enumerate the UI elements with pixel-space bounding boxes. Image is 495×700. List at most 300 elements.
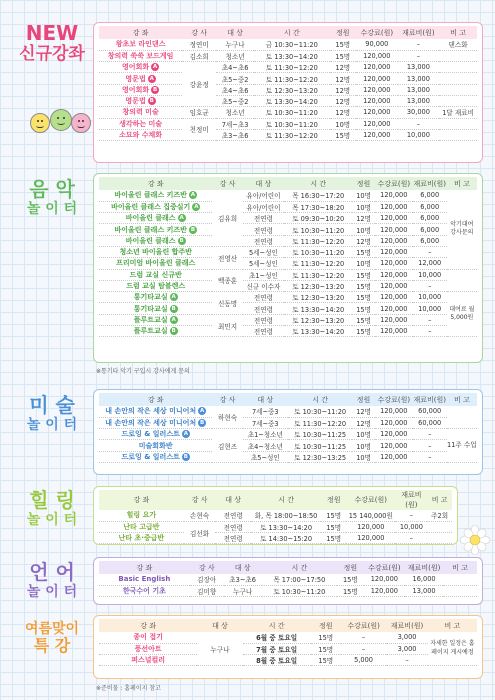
material: 10,000 (398, 129, 440, 140)
capacity: 15명 (321, 533, 346, 544)
table-row (99, 269, 477, 280)
table-row (99, 429, 477, 440)
course-name: 한국수어 기초 (99, 585, 190, 596)
header-cell: 대 상 (255, 179, 272, 188)
section-title-music: 음 악 (29, 177, 75, 201)
section-subtitle-new: 신규강좌 (19, 44, 85, 64)
course-name: 난타 초·중급반 (99, 533, 184, 544)
target: 7세~중3 (243, 417, 288, 428)
target: 청소년 (216, 107, 254, 118)
material: 16,000 (405, 574, 443, 585)
material: – (398, 39, 440, 50)
fee: 120,000 (356, 84, 398, 95)
table-header-row (99, 393, 477, 406)
course-name-text: 바이올린 클래스 집중실기 (111, 202, 191, 211)
teacher: 임호균 (182, 107, 216, 118)
table-row (99, 314, 477, 325)
section-title-healing: 힐 링 (29, 488, 75, 512)
table-row (99, 451, 477, 462)
time: 화, 목 18:00~18:50 (251, 510, 322, 521)
section-label-healing (14, 489, 90, 528)
header-cell: 강 좌 (136, 563, 153, 572)
target: 초4~초6 (216, 84, 254, 95)
target: 전연령 (243, 224, 285, 235)
table-row (99, 574, 477, 585)
header-cell: 수강료(원) (377, 179, 411, 188)
course-name-text: 영어회화 (122, 85, 150, 94)
time: 토 10:30~11:20 (262, 585, 338, 596)
time: 8월 중 토요일 (243, 655, 311, 666)
note (439, 95, 477, 106)
target: 전연령 (215, 521, 250, 532)
note: 1달 재료비 (439, 107, 477, 118)
target: 전연령 (243, 292, 285, 303)
fee: 120,000 (356, 73, 398, 84)
capacity: 15명 (352, 269, 375, 280)
section-subtitle-summer: 특 강 (33, 636, 71, 656)
section-title-summer: 여름맞이 (24, 621, 80, 637)
fee: 120,000 (356, 62, 398, 73)
table-art (93, 389, 483, 475)
note (447, 406, 477, 429)
capacity: 10명 (352, 190, 375, 201)
badge-b: B (171, 305, 176, 312)
course-name (99, 280, 212, 291)
header-cell: 재료비(원) (401, 491, 422, 509)
note-merged: 11주 수업 (447, 429, 477, 463)
target: 초3~초6 (216, 129, 254, 140)
time: 토 10:30~11:25 (288, 440, 352, 451)
time: 토 13:30~14:20 (254, 50, 330, 61)
course-name (99, 235, 212, 246)
section-label-summer (14, 621, 90, 655)
material: – (413, 440, 447, 451)
target: 7세~초3 (216, 118, 254, 129)
course-name-text: 드럼 교실 신규반 (129, 270, 182, 279)
course-name (99, 201, 212, 212)
material: 10,000 (395, 521, 427, 532)
teacher: 김소희 (182, 50, 216, 61)
material: – (413, 314, 447, 325)
time: 토 10:30~11:20 (284, 246, 352, 257)
course-name-text: 드로잉 & 일러스트 (121, 452, 180, 461)
note (439, 62, 477, 73)
badge-a: A (183, 431, 188, 438)
course-name: 힐링 요가 (99, 510, 184, 521)
header-cell: 대 상 (227, 28, 243, 37)
table-row (99, 632, 477, 643)
time: 토 10:30~11:25 (288, 429, 352, 440)
music-footnote: ※통기타 악기 구입시 강사에게 문의 (96, 368, 190, 375)
capacity: 10명 (352, 451, 375, 462)
badge-a: A (171, 294, 176, 301)
fee: 120,000 (375, 417, 413, 428)
material: 6,000 (413, 190, 447, 201)
fee: 120,000 (375, 213, 413, 224)
capacity: 15명 (330, 39, 356, 50)
target: 누구나 (224, 585, 262, 596)
capacity: 10명 (352, 440, 375, 451)
note (427, 533, 452, 544)
capacity: 15명 (311, 643, 341, 654)
course-name: 왕초보 라인댄스 (99, 39, 182, 50)
course-name (99, 213, 212, 224)
capacity: 15명 (352, 292, 375, 303)
time: 7월 중 토요일 (243, 643, 311, 654)
course-name: Basic English (99, 574, 190, 585)
table-row (99, 406, 477, 417)
time: 목 16:30~17:20 (284, 190, 352, 201)
course-name-text: 바이올린 클래스 (125, 214, 176, 223)
header-cell: 강 좌 (132, 28, 149, 37)
course-name-text: 플루트교실 (133, 315, 168, 324)
note (439, 84, 477, 95)
course-name-text: 통기타교실 (133, 304, 168, 313)
section-label-language (14, 561, 90, 600)
course-name-text: 내 손안의 작은 세상 미니어처 (105, 418, 197, 427)
material: 6,000 (413, 201, 447, 212)
table-row (99, 107, 477, 118)
table-header-row (99, 490, 452, 510)
fee: – (341, 632, 386, 643)
header-cell: 재료비(원) (390, 621, 424, 630)
course-name (99, 190, 212, 201)
fee: 120,000 (375, 440, 413, 451)
table-header-row (99, 26, 477, 39)
target: 누구나 (216, 39, 254, 50)
header-cell: 시 간 (310, 179, 327, 188)
header-cell: 강 사 (191, 28, 208, 37)
header-cell: 시 간 (291, 563, 308, 572)
smiley-icon-green (50, 109, 72, 131)
header-cell: 대 상 (225, 496, 241, 504)
table-header-row (99, 561, 477, 574)
table-row (99, 440, 477, 451)
header-cell: 강 좌 (133, 496, 150, 504)
teacher-merged: 김현즈 (212, 429, 242, 463)
course-name (99, 429, 212, 440)
table-row (99, 213, 477, 224)
target: 전연령 (243, 235, 285, 246)
time: 토 12:30~13:20 (284, 280, 352, 291)
table-row (99, 533, 452, 544)
badge-b: B (149, 98, 154, 105)
note-merged: 대여료 월 5,000원 (447, 292, 477, 337)
target: 초3~초6 (224, 574, 262, 585)
table-row (99, 224, 477, 235)
capacity: 10명 (330, 118, 356, 129)
section-subtitle-healing: 놀 이 터 (26, 512, 78, 528)
header-cell: 수강료(원) (354, 496, 388, 504)
capacity: 15명 (337, 585, 363, 596)
badge-a: A (152, 64, 158, 71)
capacity: 15명 (352, 326, 375, 337)
header-cell: 재료비(원) (413, 395, 446, 404)
fee: 120,000 (356, 50, 398, 61)
table-healing (93, 486, 458, 545)
capacity: 12명 (352, 417, 375, 428)
fee: 120,000 (375, 314, 413, 325)
header-cell: 대 상 (212, 621, 228, 630)
capacity: 12명 (352, 213, 375, 224)
course-name-text: 내 손안의 작은 세상 미니어처 (105, 407, 197, 416)
fee: 120,000 (356, 107, 398, 118)
course-name (99, 62, 182, 73)
badge-b: B (190, 226, 196, 233)
target: 전연령 (243, 326, 285, 337)
header-cell: 비 고 (444, 621, 461, 630)
material: 13,000 (398, 95, 440, 106)
note (439, 118, 477, 129)
section-subtitle-music: 놀 이 터 (26, 201, 78, 217)
table-row (99, 510, 452, 521)
course-name (99, 84, 182, 95)
target: 유아/어린이 (243, 201, 285, 212)
material: – (395, 533, 427, 544)
capacity: 15명 (352, 314, 375, 325)
course-name-text: 통기타교실 (133, 293, 168, 302)
teacher: 김장아 (190, 574, 224, 585)
target: 초5~중2 (216, 73, 254, 84)
note (443, 585, 477, 596)
target: 전연령 (215, 510, 250, 521)
course-name-text: 바이올린 클래스 키즈반 (114, 191, 187, 200)
material: – (386, 655, 428, 666)
section-subtitle-art: 놀 이 터 (26, 417, 78, 433)
badge-a: A (194, 203, 199, 210)
target: 5세~성인 (243, 258, 285, 269)
table-new (93, 22, 483, 163)
badge-a: A (179, 215, 184, 222)
header-cell: 재료비(원) (407, 563, 441, 572)
table-row (99, 129, 477, 140)
course-name: 풍선아트 (99, 643, 197, 654)
table-row (99, 84, 477, 95)
time: 토 11:30~12:20 (254, 129, 330, 140)
course-name-text: 바이올린 클래스 키즈반 (114, 225, 187, 234)
course-name (99, 440, 212, 451)
material: 13,000 (398, 73, 440, 84)
note (439, 129, 477, 140)
course-name (99, 326, 212, 337)
fee: 120,000 (375, 246, 413, 257)
capacity: 15명 (321, 521, 346, 532)
material: 30,000 (398, 107, 440, 118)
material: 13,000 (398, 62, 440, 73)
material: 3,000 (386, 643, 428, 654)
material: – (413, 451, 447, 462)
header-cell: 강 사 (219, 395, 236, 404)
material: 13,000 (405, 585, 443, 596)
target: 전연령 (243, 314, 285, 325)
fee: 120,000 (375, 235, 413, 246)
header-cell: 대 상 (257, 395, 274, 404)
capacity: 15명 (352, 280, 375, 291)
fee: 120,000 (346, 521, 395, 532)
fee: 90,000 (356, 39, 398, 50)
capacity: 10명 (352, 224, 375, 235)
course-name (99, 314, 212, 325)
summer-footnote: ※준비물 : 홈페이지 참고 (96, 685, 161, 692)
capacity: 15명 (321, 510, 346, 521)
time: 목 17:00~17:50 (262, 574, 338, 585)
course-name-text: 미술회화반 (138, 441, 173, 450)
fee: 120,000 (375, 451, 413, 462)
badge-a: A (200, 408, 205, 415)
course-name: 창의력 미술 (99, 107, 182, 118)
fee: 120,000 (375, 406, 413, 417)
badge-b: B (179, 237, 184, 244)
header-cell: 비 고 (453, 179, 470, 188)
fee: 120,000 (375, 258, 413, 269)
time: 토 12:30~13:20 (284, 314, 352, 325)
section-title-language: 언 어 (29, 560, 75, 584)
course-name-text: 드럼 교실 탐블렌스 (126, 282, 186, 291)
note-merged (447, 269, 477, 292)
capacity: 15명 (311, 632, 341, 643)
course-name (99, 258, 212, 269)
fee: 120,000 (375, 303, 413, 314)
course-name: 창의력 쑥쑥 보드게임 (99, 50, 182, 61)
header-cell: 시 간 (268, 621, 285, 630)
header-cell: 수강료(원) (377, 395, 411, 404)
target: 청소년 (216, 50, 254, 61)
table-row (99, 201, 477, 212)
material: 6,000 (413, 213, 447, 224)
course-name-text: 영문법 (125, 74, 146, 83)
teacher-merged: 김선화 (184, 521, 216, 544)
note: 주2회 (427, 510, 452, 521)
time: 토 11:30~12:20 (254, 73, 330, 84)
course-name-text: 바이올린 클래스 (125, 236, 176, 245)
target: 7세~중3 (243, 406, 288, 417)
section-title-new: NEW (25, 21, 79, 45)
note (439, 73, 477, 84)
header-cell: 수강료(원) (360, 28, 394, 37)
smiley-icon-pink (71, 113, 91, 133)
teacher-merged: 신동명 (212, 292, 242, 315)
header-cell: 정원 (356, 395, 371, 404)
badge-b: B (200, 419, 205, 426)
badge-b: B (183, 453, 188, 460)
fee: 120,000 (356, 118, 398, 129)
capacity: 12명 (330, 62, 356, 73)
time: 토 11:30~12:20 (284, 235, 352, 246)
fee: 120,000 (375, 201, 413, 212)
table-row (99, 190, 477, 201)
note (443, 574, 477, 585)
material: 13,000 (398, 84, 440, 95)
course-name-text: 플루트교실 (133, 327, 168, 336)
material: – (398, 50, 440, 61)
header-cell: 비 고 (453, 395, 470, 404)
header-cell: 강 좌 (147, 395, 164, 404)
teacher: 김미향 (190, 585, 224, 596)
table-header-row (99, 177, 477, 190)
fee: 120,000 (375, 269, 413, 280)
material: – (413, 246, 447, 257)
table-row (99, 585, 477, 596)
time: 토 11:30~12:20 (254, 62, 330, 73)
material: – (413, 326, 447, 337)
target: 유아/어린이 (243, 190, 285, 201)
course-name-text: 영어회화 (122, 63, 150, 72)
fee: 120,000 (375, 429, 413, 440)
table-language (93, 557, 483, 605)
time: 토 13:30~14:20 (284, 303, 352, 314)
capacity: 15명 (311, 655, 341, 666)
course-name-text: 영문법 (125, 97, 146, 106)
time: 토 10:30~11:20 (254, 107, 330, 118)
table-row (99, 326, 477, 337)
header-cell: 정원 (326, 496, 341, 504)
header-cell: 정원 (319, 621, 333, 630)
target: 초5~성인 (243, 451, 288, 462)
target: 전연령 (243, 303, 285, 314)
fee: 5,000 (341, 655, 386, 666)
header-cell: 강 사 (198, 563, 215, 572)
badge-a: A (190, 192, 196, 199)
table-row (99, 280, 477, 291)
time: 토 12:30~13:25 (288, 451, 352, 462)
target: 5세~성인 (243, 246, 285, 257)
fee: 15 140,000원 (346, 510, 395, 521)
note-merged: 악기대여 강사문의 (447, 190, 477, 269)
table-row (99, 62, 477, 73)
capacity: 12명 (330, 95, 356, 106)
course-name: 생각하는 미술 (99, 118, 182, 129)
time: 토 13:30~14:20 (251, 521, 322, 532)
course-name: 소묘와 수채화 (99, 129, 182, 140)
time: 금 10:30~11:20 (254, 39, 330, 50)
course-name: 난타 고급반 (99, 521, 184, 532)
time: 6월 중 토요일 (243, 632, 311, 643)
section-subtitle-language: 놀 이 터 (26, 584, 78, 600)
time: 토 13:30~14:20 (284, 326, 352, 337)
table-row (99, 655, 477, 666)
capacity: 15명 (330, 50, 356, 61)
fee: – (341, 643, 386, 654)
time: 토 14:30~15:20 (251, 533, 322, 544)
time: 토 10:30~11:20 (288, 406, 352, 417)
target: 전연령 (215, 533, 250, 544)
header-cell: 수강료(원) (347, 621, 380, 630)
badge-a: A (171, 316, 176, 323)
capacity: 15명 (330, 129, 356, 140)
fee: 120,000 (364, 574, 406, 585)
material: 3,000 (386, 632, 428, 643)
course-name (99, 292, 212, 303)
time: 토 12:30~13:20 (254, 84, 330, 95)
course-name (99, 224, 212, 235)
table-row (99, 39, 477, 50)
badge-a: A (149, 75, 154, 82)
fee: 120,000 (346, 533, 395, 544)
material: 60,000 (413, 406, 447, 417)
course-name (99, 406, 212, 417)
badge-b: B (171, 328, 176, 335)
table-row (99, 246, 477, 257)
table-row (99, 521, 452, 532)
time: 토 11:30~12:20 (284, 269, 352, 280)
table-header-row (99, 619, 477, 632)
header-cell: 정원 (336, 28, 350, 37)
table-row (99, 235, 477, 246)
header-cell: 정원 (356, 179, 371, 188)
flower-icon (460, 525, 490, 555)
course-name: 종이 접기 (99, 632, 197, 643)
material: 10,000 (413, 269, 447, 280)
